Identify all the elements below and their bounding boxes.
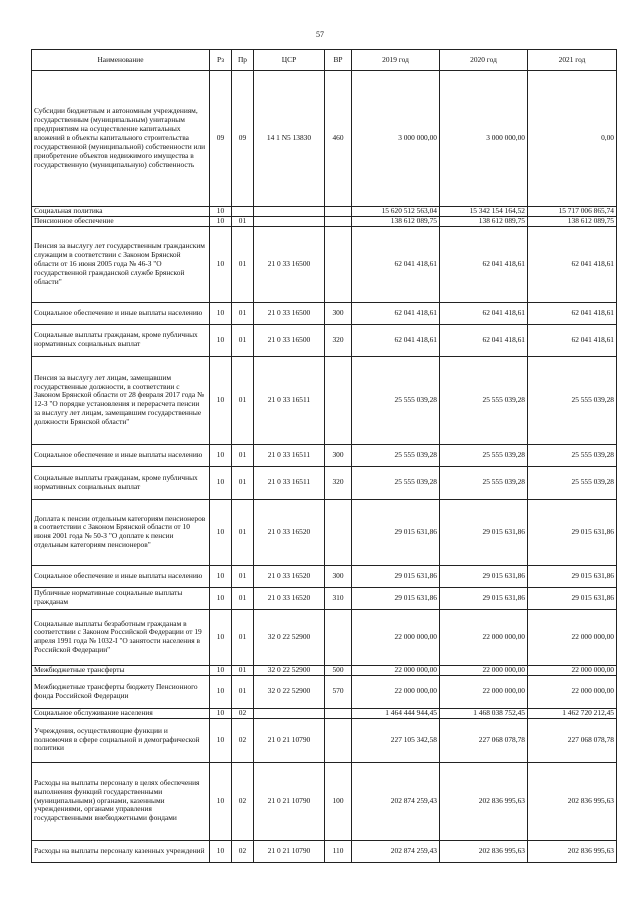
row-pr: 01: [232, 226, 254, 302]
table-row: [32, 324, 617, 356]
row-vr: 300: [325, 565, 352, 587]
row-pr: 01: [232, 466, 254, 499]
row-2021: 25 555 039,28: [528, 356, 617, 444]
row-csr: 21 0 33 16511: [254, 466, 325, 499]
row-2019: 15 620 512 563,04: [352, 207, 440, 217]
row-vr: 500: [325, 665, 352, 675]
header-2019: 2019 год: [352, 50, 440, 71]
row-vr: [325, 356, 352, 444]
row-2020: 29 015 631,86: [440, 565, 528, 587]
row-name: Субсидии бюджетным и автономным учреждениям, государственным (муниципальным) унитарным предприятиям на осуществление капитальных вложений в объекты капитального строительства государственной (муниципальной) собственности или приобретение объектов недвижимого имущества в государственную (муниципальную) собственность: [32, 71, 210, 207]
row-2020: 15 342 154 164,52: [440, 207, 528, 217]
row-name: Публичные нормативные социальные выплаты гражданам: [32, 587, 210, 609]
row-2020: 22 000 000,00: [440, 609, 528, 665]
row-rz: 10: [210, 499, 232, 565]
row-2020: 202 836 995,63: [440, 840, 528, 862]
row-csr: [254, 708, 325, 718]
row-csr: 21 0 21 10790: [254, 840, 325, 862]
row-pr: 01: [232, 356, 254, 444]
row-rz: 10: [210, 565, 232, 587]
row-name: Социальные выплаты гражданам, кроме публичных нормативных социальных выплат: [32, 466, 210, 499]
row-rz: 10: [210, 216, 232, 226]
row-rz: 10: [210, 302, 232, 324]
row-vr: 100: [325, 762, 352, 840]
row-name: Пенсия за выслугу лет лицам, замещавшим государственные должности, в соответствии с Законом Брянской области от 28 февраля 2017 года № 12-З "О порядке установления и перерасчета пенсии за выслугу лет лицам, замещавшим государственные должности Брянской области": [32, 356, 210, 444]
row-csr: [254, 216, 325, 226]
row-name: Социальные выплаты гражданам, кроме публичных нормативных социальных выплат: [32, 324, 210, 356]
row-pr: 01: [232, 609, 254, 665]
row-vr: [325, 226, 352, 302]
row-vr: 310: [325, 587, 352, 609]
header-2020: 2020 год: [440, 50, 528, 71]
row-pr: 01: [232, 675, 254, 708]
row-pr: 01: [232, 665, 254, 675]
row-rz: 10: [210, 324, 232, 356]
row-2021: 29 015 631,86: [528, 499, 617, 565]
table-row: [32, 356, 617, 444]
table-row: [32, 466, 617, 499]
row-rz: 10: [210, 207, 232, 217]
row-2021: 62 041 418,61: [528, 302, 617, 324]
row-2019: 227 105 342,58: [352, 718, 440, 762]
row-2021: 22 000 000,00: [528, 665, 617, 675]
row-2019: 62 041 418,61: [352, 324, 440, 356]
row-name: Учреждения, осуществляющие функции и полномочия в сфере социальной и демографической политики: [32, 718, 210, 762]
row-2021: 29 015 631,86: [528, 565, 617, 587]
row-name: Пенсионное обеспечение: [32, 216, 210, 226]
row-pr: 01: [232, 216, 254, 226]
row-csr: 14 1 N5 13830: [254, 71, 325, 207]
row-2020: 227 068 078,78: [440, 718, 528, 762]
row-csr: 21 0 33 16500: [254, 324, 325, 356]
row-pr: 02: [232, 762, 254, 840]
table-row: [32, 762, 617, 840]
budget-table: [31, 49, 617, 863]
row-name: Социальное обеспечение и иные выплаты населению: [32, 565, 210, 587]
row-pr: 01: [232, 324, 254, 356]
row-2021: 0,00: [528, 71, 617, 207]
row-csr: 21 0 33 16500: [254, 302, 325, 324]
row-name: Социальное обеспечение и иные выплаты населению: [32, 302, 210, 324]
row-csr: 32 0 22 52900: [254, 665, 325, 675]
row-vr: [325, 609, 352, 665]
row-2019: 138 612 089,75: [352, 216, 440, 226]
row-name: Социальное обслуживание населения: [32, 708, 210, 718]
row-pr: [232, 207, 254, 217]
row-2021: 62 041 418,61: [528, 226, 617, 302]
table-row: [32, 840, 617, 862]
row-pr: 01: [232, 444, 254, 466]
header-name: Наименование: [32, 50, 210, 71]
row-pr: 01: [232, 499, 254, 565]
row-2020: 202 836 995,63: [440, 762, 528, 840]
table-row: [32, 587, 617, 609]
row-2019: 62 041 418,61: [352, 226, 440, 302]
row-2019: 22 000 000,00: [352, 609, 440, 665]
row-2020: 3 000 000,00: [440, 71, 528, 207]
row-csr: 21 0 21 10790: [254, 718, 325, 762]
row-2021: 22 000 000,00: [528, 675, 617, 708]
row-2020: 25 555 039,28: [440, 356, 528, 444]
page-number: 57: [316, 30, 324, 39]
row-vr: 110: [325, 840, 352, 862]
row-2021: 15 717 006 865,74: [528, 207, 617, 217]
row-pr: 01: [232, 565, 254, 587]
row-2020: 62 041 418,61: [440, 324, 528, 356]
row-2019: 25 555 039,28: [352, 466, 440, 499]
row-vr: [325, 708, 352, 718]
table-row: [32, 499, 617, 565]
row-csr: 32 0 22 52900: [254, 609, 325, 665]
row-csr: 21 0 33 16500: [254, 226, 325, 302]
row-name: Межбюджетные трансферты: [32, 665, 210, 675]
row-rz: 10: [210, 356, 232, 444]
header-rz: Рз: [210, 50, 232, 71]
table-row: [32, 718, 617, 762]
row-2021: 25 555 039,28: [528, 466, 617, 499]
row-pr: 02: [232, 840, 254, 862]
row-2020: 62 041 418,61: [440, 226, 528, 302]
row-vr: 300: [325, 302, 352, 324]
row-pr: 01: [232, 587, 254, 609]
table-row: [32, 675, 617, 708]
row-csr: 21 0 33 16511: [254, 356, 325, 444]
table-row: [32, 207, 617, 217]
row-rz: 10: [210, 762, 232, 840]
row-rz: 10: [210, 708, 232, 718]
header-2021: 2021 год: [528, 50, 617, 71]
table-row: [32, 226, 617, 302]
row-2021: 1 462 720 212,45: [528, 708, 617, 718]
row-name: Социальные выплаты безработным гражданам в соответствии с Законом Российской Федерации от 19 апреля 1991 года № 1032-I "О занятости населения в Российской Федерации": [32, 609, 210, 665]
row-pr: 09: [232, 71, 254, 207]
row-rz: 10: [210, 840, 232, 862]
row-2021: 25 555 039,28: [528, 444, 617, 466]
row-rz: 10: [210, 665, 232, 675]
row-2020: 138 612 089,75: [440, 216, 528, 226]
row-2021: 22 000 000,00: [528, 609, 617, 665]
table-row: [32, 71, 617, 207]
row-vr: 320: [325, 324, 352, 356]
row-2020: 22 000 000,00: [440, 675, 528, 708]
row-2019: 202 874 259,43: [352, 762, 440, 840]
row-2020: 1 468 038 752,45: [440, 708, 528, 718]
row-vr: [325, 718, 352, 762]
row-vr: [325, 499, 352, 565]
row-2019: 29 015 631,86: [352, 499, 440, 565]
row-pr: 01: [232, 302, 254, 324]
row-2021: 62 041 418,61: [528, 324, 617, 356]
row-2021: 227 068 078,78: [528, 718, 617, 762]
table-row: [32, 565, 617, 587]
table-row: [32, 708, 617, 718]
row-2021: 202 836 995,63: [528, 762, 617, 840]
row-2019: 22 000 000,00: [352, 675, 440, 708]
row-2020: 29 015 631,86: [440, 499, 528, 565]
row-2019: 25 555 039,28: [352, 356, 440, 444]
row-2020: 29 015 631,86: [440, 587, 528, 609]
row-2019: 22 000 000,00: [352, 665, 440, 675]
table-row: [32, 444, 617, 466]
row-vr: [325, 216, 352, 226]
table-row: [32, 302, 617, 324]
table-row: [32, 609, 617, 665]
row-vr: [325, 207, 352, 217]
row-2019: 29 015 631,86: [352, 587, 440, 609]
row-name: Доплата к пенсии отдельным категориям пенсионеров в соответствии с Законом Брянской области от 10 июня 2001 года № 50-З "О доплате к пенсии отдельным категориям пенсионеров": [32, 499, 210, 565]
row-csr: 21 0 33 16520: [254, 587, 325, 609]
row-name: Межбюджетные трансферты бюджету Пенсионного фонда Российской Федерации: [32, 675, 210, 708]
row-rz: 10: [210, 466, 232, 499]
table-row: [32, 216, 617, 226]
row-rz: 10: [210, 718, 232, 762]
row-name: Социальное обеспечение и иные выплаты населению: [32, 444, 210, 466]
row-2019: 29 015 631,86: [352, 565, 440, 587]
row-rz: 10: [210, 587, 232, 609]
header-pr: Пр: [232, 50, 254, 71]
row-2021: 29 015 631,86: [528, 587, 617, 609]
table-row: [32, 665, 617, 675]
row-pr: 02: [232, 718, 254, 762]
row-vr: 300: [325, 444, 352, 466]
row-csr: [254, 207, 325, 217]
row-name: Социальная политика: [32, 207, 210, 217]
row-2019: 62 041 418,61: [352, 302, 440, 324]
row-name: Расходы на выплаты персоналу в целях обеспечения выполнения функций государственными (муниципальными) органами, казенными учреждениями, органами управления государственными внебюджетными фондами: [32, 762, 210, 840]
header-csr: ЦСР: [254, 50, 325, 71]
row-csr: 21 0 21 10790: [254, 762, 325, 840]
row-name: Пенсия за выслугу лет государственным гражданским служащим в соответствии с Законом Брянской области от 16 июня 2005 года № 46-З "О государственной гражданской службе Брянской области": [32, 226, 210, 302]
row-csr: 21 0 33 16511: [254, 444, 325, 466]
row-2019: 202 874 259,43: [352, 840, 440, 862]
row-2021: 138 612 089,75: [528, 216, 617, 226]
row-2020: 22 000 000,00: [440, 665, 528, 675]
row-vr: 570: [325, 675, 352, 708]
row-2019: 1 464 444 944,45: [352, 708, 440, 718]
row-csr: 21 0 33 16520: [254, 565, 325, 587]
row-rz: 10: [210, 609, 232, 665]
row-rz: 10: [210, 675, 232, 708]
row-csr: 21 0 33 16520: [254, 499, 325, 565]
header-vr: ВР: [325, 50, 352, 71]
row-rz: 09: [210, 71, 232, 207]
row-2020: 25 555 039,28: [440, 444, 528, 466]
row-csr: 32 0 22 52900: [254, 675, 325, 708]
row-2020: 62 041 418,61: [440, 302, 528, 324]
row-vr: 320: [325, 466, 352, 499]
row-rz: 10: [210, 226, 232, 302]
row-2021: 202 836 995,63: [528, 840, 617, 862]
row-vr: 460: [325, 71, 352, 207]
row-pr: 02: [232, 708, 254, 718]
row-2020: 25 555 039,28: [440, 466, 528, 499]
row-2019: 3 000 000,00: [352, 71, 440, 207]
row-rz: 10: [210, 444, 232, 466]
row-name: Расходы на выплаты персоналу казенных учреждений: [32, 840, 210, 862]
row-2019: 25 555 039,28: [352, 444, 440, 466]
table-header-row: [32, 50, 617, 71]
